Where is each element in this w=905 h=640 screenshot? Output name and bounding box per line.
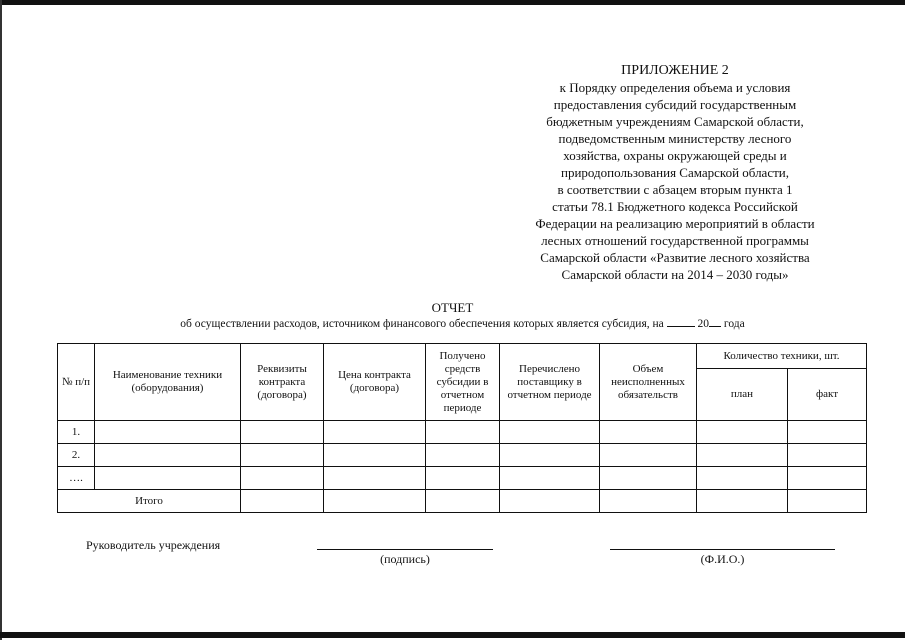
table-cell[interactable] [426,444,500,467]
header-received: Получено средств субсидии в отчетном периоде [426,344,500,421]
header-quantity: Количество техники, шт. [697,344,867,369]
table-cell[interactable] [324,490,426,513]
report-subtitle [20,316,905,330]
header-unfulfilled: Объем неисполненных обязательств [600,344,697,421]
table-header-row [58,344,867,369]
table-cell[interactable] [241,467,324,490]
name-caption: (Ф.И.О.) [700,552,745,566]
page-border-left [0,0,2,640]
report-title: ОТЧЕТ [431,300,474,315]
table-cell[interactable] [324,467,426,490]
table-cell[interactable] [788,421,867,444]
table-cell[interactable] [95,421,241,444]
table-cell[interactable] [600,467,697,490]
table-cell[interactable] [500,444,600,467]
table-cell[interactable] [426,467,500,490]
table-cell[interactable] [788,490,867,513]
appendix-line: хозяйства, охраны окружающей среды и [563,148,787,163]
table-cell[interactable] [600,421,697,444]
appendix-line: природопользования Самарской области, [561,165,789,180]
header-fact: факт [788,369,867,421]
table-cell[interactable] [241,421,324,444]
table-cell[interactable] [697,421,788,444]
report-subtitle-text: об осуществлении расходов, источником финансового обеспечения которых является субсидия, на [180,318,664,330]
table-cell[interactable] [426,490,500,513]
appendix-line: статьи 78.1 Бюджетного кодекса Российской [552,199,798,214]
appendix-block [490,62,860,283]
row-number: 2. [58,444,95,467]
table-cell[interactable] [697,444,788,467]
table-row [58,421,867,444]
page-border-top [0,0,905,5]
report-table [57,343,867,513]
appendix-line: подведомственным министерству лесного [558,131,792,146]
table-cell[interactable] [500,467,600,490]
signature-label: Руководитель учреждения [86,538,221,552]
signature-caption: (подпись) [380,552,430,566]
name-line[interactable] [610,549,835,550]
year-suffix: года [723,318,745,330]
appendix-line: к Порядку определения объема и условия [559,80,791,95]
table-total-row [58,490,867,513]
appendix-line: бюджетным учреждениям Самарской области, [546,114,804,129]
appendix-line: предоставления субсидий государственным [553,97,797,112]
header-contract-details: Реквизиты контракта (договора) [241,344,324,421]
table-cell[interactable] [600,444,697,467]
table-cell[interactable] [95,467,241,490]
page-border-bottom [0,632,905,638]
table-cell[interactable] [788,467,867,490]
table-cell[interactable] [600,490,697,513]
year-blank[interactable] [709,316,721,327]
table-cell[interactable] [324,421,426,444]
header-name: Наименование техники (оборудования) [95,344,241,421]
table-cell[interactable] [500,490,600,513]
header-transferred: Перечислено поставщику в отчетном периоде [500,344,600,421]
header-contract-price: Цена контракта (договора) [324,344,426,421]
table-cell[interactable] [324,444,426,467]
appendix-line: Самарской области на 2014 – 2030 годы» [561,267,789,282]
appendix-title: ПРИЛОЖЕНИЕ 2 [621,63,729,78]
table-cell[interactable] [788,444,867,467]
appendix-line: в соответствии с абзацем вторым пункта 1 [557,182,793,197]
table-cell[interactable] [697,490,788,513]
header-num: № п/п [58,344,95,421]
table-cell[interactable] [241,444,324,467]
table-row [58,467,867,490]
row-number: …. [58,467,95,490]
row-number: 1. [58,421,95,444]
period-blank[interactable] [667,316,695,327]
header-plan: план [697,369,788,421]
table-cell[interactable] [241,490,324,513]
signature-line[interactable] [317,549,493,550]
table-cell[interactable] [500,421,600,444]
appendix-line: Федерации на реализацию мероприятий в области [535,216,815,231]
table-cell[interactable] [697,467,788,490]
table-row [58,444,867,467]
total-label: Итого [58,490,241,513]
appendix-line: Самарской области «Развитие лесного хозяйства [540,250,810,265]
year-prefix: 20 [697,318,710,330]
table-cell[interactable] [95,444,241,467]
appendix-line: лесных отношений государственной программы [541,233,809,248]
table-cell[interactable] [426,421,500,444]
